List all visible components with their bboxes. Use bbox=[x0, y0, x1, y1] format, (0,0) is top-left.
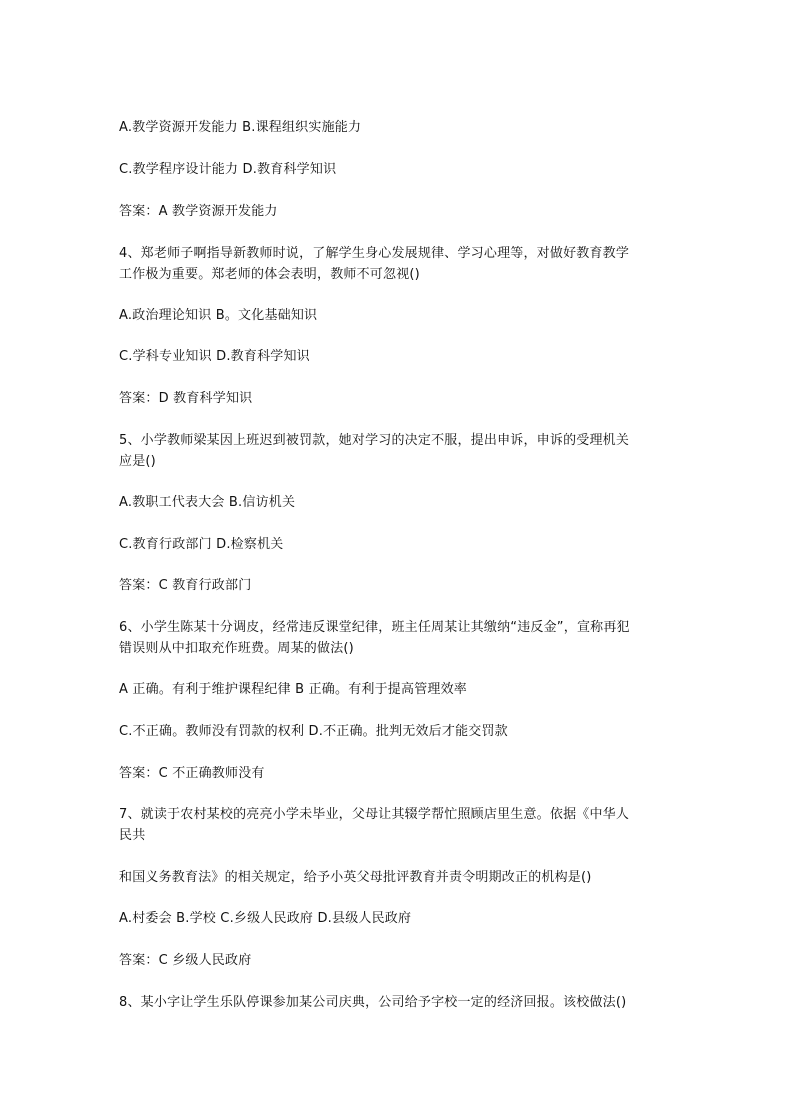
question-line: 应是() bbox=[119, 454, 156, 469]
question-line: 4、郑老师子啊指导新教师时说，了解学生身心发展规律、学习心理等，对做好教育教学 bbox=[119, 246, 630, 261]
answer-line: 答案：C 不正确教师没有 bbox=[119, 766, 265, 781]
question-line: 7、就读于农村某校的亮亮小学未毕业，父母让其辍学帮忙照顾店里生意。依据《中华人 bbox=[119, 807, 630, 822]
question-line: 民共 bbox=[119, 828, 146, 843]
answer-line: 答案：D 教育科学知识 bbox=[119, 391, 253, 406]
question-line: 8、某小字让学生乐队停课参加某公司庆典，公司给予字校一定的经济回报。该校做法() bbox=[119, 995, 627, 1010]
option-line: A.村委会 B.学校 C.乡级人民政府 D.县级人民政府 bbox=[119, 911, 412, 926]
option-line: C.学科专业知识 D.教育科学知识 bbox=[119, 349, 310, 364]
option-line: A 正确。有利于维护课程纪律 B 正确。有利于提高管理效率 bbox=[119, 682, 468, 697]
question-line: 5、小学教师梁某因上班迟到被罚款，她对学习的决定不服，提出申诉，申诉的受理机关 bbox=[119, 433, 630, 448]
option-line: A.政治理论知识 B。文化基础知识 bbox=[119, 308, 318, 323]
option-line: C.教学程序设计能力 D.教育科学知识 bbox=[119, 162, 337, 177]
answer-line: 答案：A 教学资源开发能力 bbox=[119, 204, 278, 219]
option-line: C.教育行政部门 D.检察机关 bbox=[119, 537, 284, 552]
question-line: 工作极为重要。郑老师的体会表明，教师不可忽视() bbox=[119, 267, 420, 282]
question-line: 和国义务教育法》的相关规定，给予小英父母批评教育并责令明期改正的机构是() bbox=[119, 870, 592, 885]
question-line: 6、小学生陈某十分调皮，经常违反课堂纪律，班主任周某让其缴纳“违反金”，宣称再犯 bbox=[119, 620, 630, 635]
option-line: A.教职工代表大会 B.信访机关 bbox=[119, 495, 296, 510]
option-line: C.不正确。教师没有罚款的权利 D.不正确。批判无效后才能交罚款 bbox=[119, 724, 508, 739]
option-line: A.教学资源开发能力 B.课程组织实施能力 bbox=[119, 120, 362, 135]
answer-line: 答案：C 乡级人民政府 bbox=[119, 953, 252, 968]
question-line: 错误则从中扣取充作班费。周某的做法() bbox=[119, 641, 354, 656]
answer-line: 答案：C 教育行政部门 bbox=[119, 578, 252, 593]
